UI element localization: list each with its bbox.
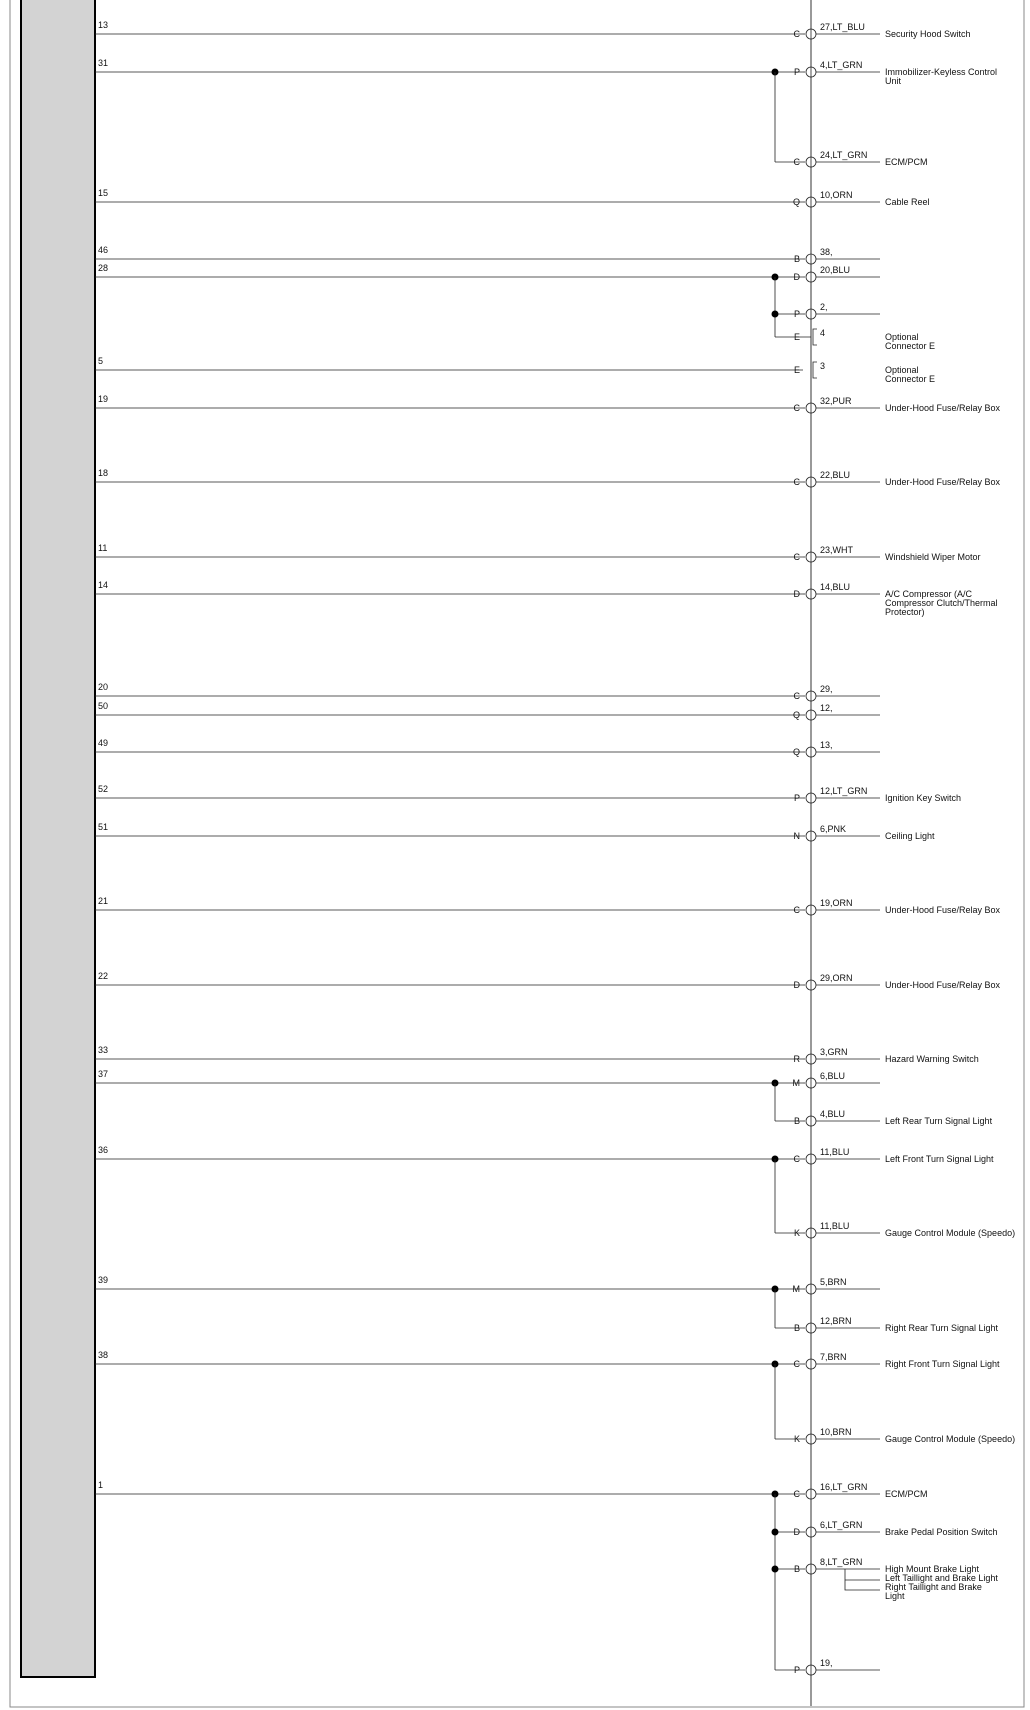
connector-id: C	[793, 157, 800, 167]
wire-label: 14,BLU	[820, 582, 851, 592]
wire-label: 4	[820, 328, 826, 338]
destination-label: Optional	[885, 332, 919, 342]
connector-id: P	[793, 793, 800, 803]
destination-label: Light	[885, 1591, 905, 1601]
pin-number: 14	[98, 580, 109, 590]
connector-id: D	[793, 980, 800, 990]
wire-label: 5,BRN	[820, 1277, 847, 1287]
circuit-row	[95, 1480, 928, 1499]
destination-label: Gauge Control Module (Speedo)	[885, 1228, 1016, 1238]
pin-number: 11	[98, 543, 108, 553]
circuit-row	[95, 20, 971, 39]
wire-label: 12,LT_GRN	[820, 786, 868, 796]
destination-label: Right Taillight and Brake	[885, 1582, 982, 1592]
wire-label: 19,	[820, 1658, 833, 1668]
connector-id: D	[793, 1527, 800, 1537]
pin-number: 19	[98, 394, 109, 404]
circuit-row	[95, 1069, 880, 1088]
wire-label: 29,	[820, 684, 833, 694]
pin-number: 28	[98, 263, 109, 273]
wire-label: 13,	[820, 740, 833, 750]
destination-label: Under-Hood Fuse/Relay Box	[885, 403, 1001, 413]
wire-label: 12,BRN	[820, 1316, 852, 1326]
wire-label: 38,	[820, 247, 833, 257]
destination-label: Hazard Warning Switch	[885, 1054, 979, 1064]
pin-number: 21	[98, 896, 109, 906]
circuit-row	[95, 738, 880, 757]
wire-label: 4,LT_GRN	[820, 60, 863, 70]
wire-label: 29,ORN	[820, 973, 853, 983]
destination-label: Right Rear Turn Signal Light	[885, 1323, 999, 1333]
connector-id: C	[793, 1154, 800, 1164]
destination-label: Ignition Key Switch	[885, 793, 962, 803]
connector-id: M	[792, 1078, 800, 1088]
destination-label: Optional	[885, 365, 919, 375]
connector-bracket-icon	[813, 362, 817, 378]
connector-id: C	[793, 1489, 800, 1499]
circuit-row	[95, 822, 935, 841]
pin-number: 52	[98, 784, 109, 794]
connector-id: B	[793, 1116, 800, 1126]
destination-label: Security Hood Switch	[885, 29, 971, 39]
connector-id: P	[793, 1665, 800, 1675]
wire-label: 11,BLU	[820, 1221, 850, 1231]
destination-label: Right Front Turn Signal Light	[885, 1359, 1000, 1369]
pin-number: 46	[98, 245, 109, 255]
splice-dot	[772, 1566, 779, 1573]
destination-label: Cable Reel	[885, 197, 930, 207]
pin-number: 38	[98, 1350, 109, 1360]
circuit-row	[794, 1557, 998, 1601]
connector-id: C	[793, 905, 800, 915]
pin-number: 36	[98, 1145, 109, 1155]
destination-label: Left Taillight and Brake Light	[885, 1573, 998, 1583]
destination-label: A/C Compressor (A/C	[885, 589, 973, 599]
circuit-row	[794, 1316, 999, 1333]
wire-label: 4,BLU	[820, 1109, 846, 1119]
wire-label: 10,BRN	[820, 1427, 852, 1437]
connector-id: C	[793, 552, 800, 562]
connector-id: C	[793, 403, 800, 413]
connector-id: K	[793, 1228, 800, 1238]
connector-id: C	[793, 1359, 800, 1369]
destination-label: Compressor Clutch/Thermal	[885, 598, 998, 608]
connector-id: E	[793, 332, 800, 342]
destination-label: Left Front Turn Signal Light	[885, 1154, 994, 1164]
pin-number: 37	[98, 1069, 109, 1079]
circuit-row	[95, 580, 998, 617]
circuit-row	[95, 784, 961, 803]
circuit-row	[794, 302, 880, 319]
connector-id: Q	[792, 710, 800, 720]
pin-number: 39	[98, 1275, 109, 1285]
connector-bracket-icon	[813, 329, 817, 345]
circuit-row	[95, 543, 981, 562]
destination-label: Under-Hood Fuse/Relay Box	[885, 980, 1001, 990]
pin-number: 15	[98, 188, 109, 198]
circuit-row	[794, 1427, 1015, 1444]
destination-label: Left Rear Turn Signal Light	[885, 1116, 993, 1126]
wire-label: 10,ORN	[820, 190, 853, 200]
circuit-row	[95, 701, 880, 720]
diagram-frame	[10, 0, 1024, 1707]
destination-label: ECM/PCM	[885, 157, 928, 167]
pin-number: 51	[98, 822, 109, 832]
destination-label: Under-Hood Fuse/Relay Box	[885, 905, 1001, 915]
circuit-row	[794, 1221, 1015, 1238]
wire-label: 24,LT_GRN	[820, 150, 868, 160]
connector-id: Q	[792, 197, 800, 207]
connector-id: E	[793, 365, 800, 375]
circuit-row	[95, 356, 935, 384]
destination-label: Ceiling Light	[885, 831, 935, 841]
wire-label: 6,BLU	[820, 1071, 846, 1081]
destination-label: Unit	[885, 76, 902, 86]
wire-label: 2,	[820, 302, 828, 312]
pin-number: 50	[98, 701, 109, 711]
wire-label: 27,LT_BLU	[820, 22, 865, 32]
circuit-row	[95, 682, 880, 701]
circuit-row	[95, 58, 997, 86]
connector-id: B	[793, 254, 800, 264]
pin-number: 22	[98, 971, 109, 981]
connector-id: D	[793, 589, 800, 599]
wire-label: 3	[820, 361, 826, 371]
destination-label: Brake Pedal Position Switch	[885, 1527, 998, 1537]
wire-label: 12,	[820, 703, 833, 713]
circuit-row	[95, 1275, 880, 1294]
pin-number: 5	[98, 356, 104, 366]
pin-number: 13	[98, 20, 109, 30]
connector-id: R	[793, 1054, 800, 1064]
circuit-row	[794, 1658, 880, 1675]
splice-dot	[772, 1529, 779, 1536]
connector-id: P	[793, 309, 800, 319]
destination-label: ECM/PCM	[885, 1489, 928, 1499]
circuit-row	[95, 896, 1001, 915]
destination-label: Windshield Wiper Motor	[885, 552, 981, 562]
pin-number: 49	[98, 738, 109, 748]
circuit-row	[95, 1045, 979, 1064]
pin-number: 1	[98, 1480, 104, 1490]
connector-id: D	[793, 272, 800, 282]
wire-label: 19,ORN	[820, 898, 853, 908]
wire-label: 7,BRN	[820, 1352, 847, 1362]
control-unit-body	[21, 0, 95, 1677]
circuit-row	[95, 468, 1001, 487]
destination-label: Connector E	[885, 341, 936, 351]
connector-id: N	[793, 831, 800, 841]
wire-label: 11,BLU	[820, 1147, 850, 1157]
splice-dot	[772, 311, 779, 318]
circuit-row	[794, 1520, 998, 1537]
connector-id: C	[793, 29, 800, 39]
destination-fork	[845, 1569, 880, 1590]
destination-label: Immobilizer-Keyless Control	[885, 67, 998, 77]
circuit-row	[794, 150, 928, 167]
connector-id: K	[793, 1434, 800, 1444]
wire-label: 6,PNK	[820, 824, 847, 834]
wire-label: 23,WHT	[820, 545, 854, 555]
destination-label: Gauge Control Module (Speedo)	[885, 1434, 1016, 1444]
wire-label: 6,LT_GRN	[820, 1520, 863, 1530]
destination-label: High Mount Brake Light	[885, 1564, 980, 1574]
connector-id: M	[792, 1284, 800, 1294]
connector-id: C	[793, 691, 800, 701]
destination-label: Under-Hood Fuse/Relay Box	[885, 477, 1001, 487]
circuit-row	[95, 971, 1001, 990]
connector-id: P	[793, 67, 800, 77]
circuit-row	[95, 1350, 1000, 1369]
wire-label: 8,LT_GRN	[820, 1557, 863, 1567]
circuit-row	[95, 188, 930, 207]
wire-label: 20,BLU	[820, 265, 851, 275]
pin-number: 18	[98, 468, 109, 478]
connector-id: B	[793, 1323, 800, 1333]
wire-label: 3,GRN	[820, 1047, 848, 1057]
circuit-row	[794, 328, 935, 351]
connector-id: B	[793, 1564, 800, 1574]
pin-number: 31	[98, 58, 109, 68]
pin-number: 20	[98, 682, 109, 692]
wire-label: 22,BLU	[820, 470, 851, 480]
destination-label: Protector)	[885, 607, 925, 617]
circuit-row	[95, 263, 880, 282]
circuit-row	[95, 1145, 994, 1164]
connector-id: C	[793, 477, 800, 487]
destination-label: Connector E	[885, 374, 936, 384]
connector-id: Q	[792, 747, 800, 757]
circuit-row	[95, 245, 880, 264]
circuit-row	[95, 394, 1001, 413]
wire-label: 32,PUR	[820, 396, 852, 406]
pin-number: 33	[98, 1045, 109, 1055]
wire-label: 16,LT_GRN	[820, 1482, 868, 1492]
circuit-row	[794, 1109, 993, 1126]
